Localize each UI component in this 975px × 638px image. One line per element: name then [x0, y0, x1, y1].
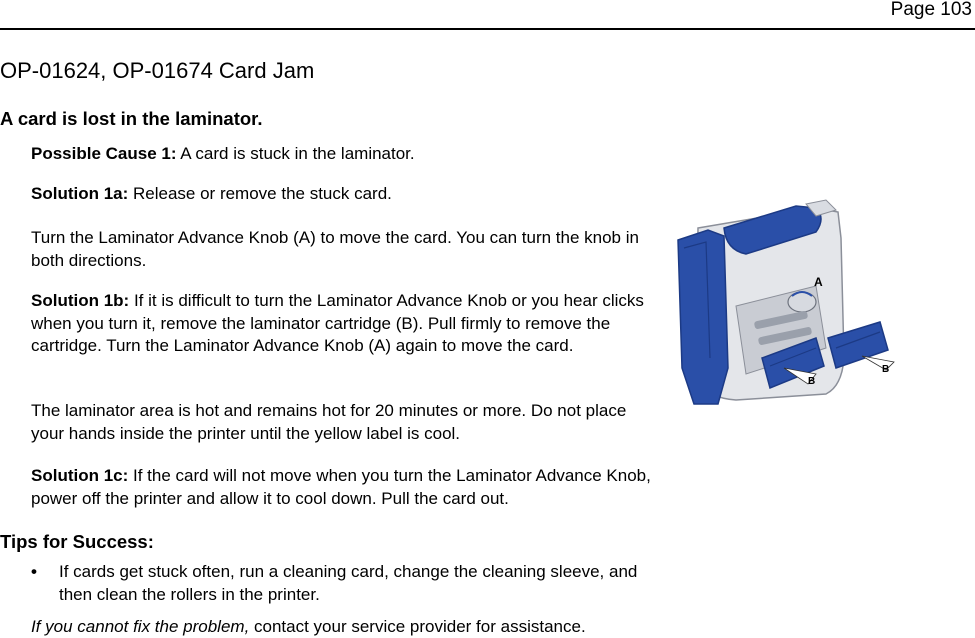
cause-text: A card is stuck in the laminator. [176, 144, 415, 163]
solution-1c-text: If the card will not move when you turn the Laminator Advance Knob, power off the printer and allow it to cool down. Pull the card out. [31, 466, 651, 508]
hot-warning-paragraph: The laminator area is hot and remains hot for 20 minutes or more. Do not place your hands inside the printer until the yellow label is cool. [31, 401, 627, 443]
label-b-2: B [882, 364, 890, 375]
cause-label: Possible Cause 1: [31, 144, 177, 163]
problem-heading: A card is lost in the laminator. [0, 108, 263, 129]
possible-cause-1 [31, 143, 661, 166]
footer-note [31, 617, 586, 637]
page-number: Page 103 [890, 0, 972, 20]
page-title: OP-01624, OP-01674 Card Jam [0, 58, 315, 83]
solution-1b-text: If it is difficult to turn the Laminator Advance Knob or you hear clicks when you turn it, remove the laminator cartridge (B). Pull firmly to remove the cartridge. Turn the Laminator Advance Knob (A) again to move the card. [31, 291, 644, 355]
solution-1c [31, 465, 661, 510]
solution-1a-text: Release or remove the stuck card. [128, 184, 392, 203]
bullet-marker: • [31, 562, 37, 581]
solution-1c-label: Solution 1c: [31, 466, 129, 485]
printer-side-panel [678, 230, 728, 404]
solution-1a-label: Solution 1a: [31, 184, 129, 203]
footer-italic: If you cannot fix the problem, [31, 617, 250, 636]
label-a: A [814, 275, 823, 289]
page-header [0, 0, 975, 30]
footer-text: contact your service provider for assistance. [249, 617, 586, 636]
label-b-1: B [808, 376, 816, 387]
solution-1b [31, 290, 661, 358]
tip-text: If cards get stuck often, run a cleaning card, change the cleaning sleeve, and then clean the rollers in the printer. [59, 562, 638, 604]
printer-laminator-illustration [666, 198, 898, 406]
turn-knob-paragraph: Turn the Laminator Advance Knob (A) to move the card. You can turn the knob in both directions. [31, 228, 639, 270]
solution-1b-label: Solution 1b: [31, 291, 130, 310]
tips-heading: Tips for Success: [0, 531, 154, 552]
solution-1a [31, 183, 661, 206]
